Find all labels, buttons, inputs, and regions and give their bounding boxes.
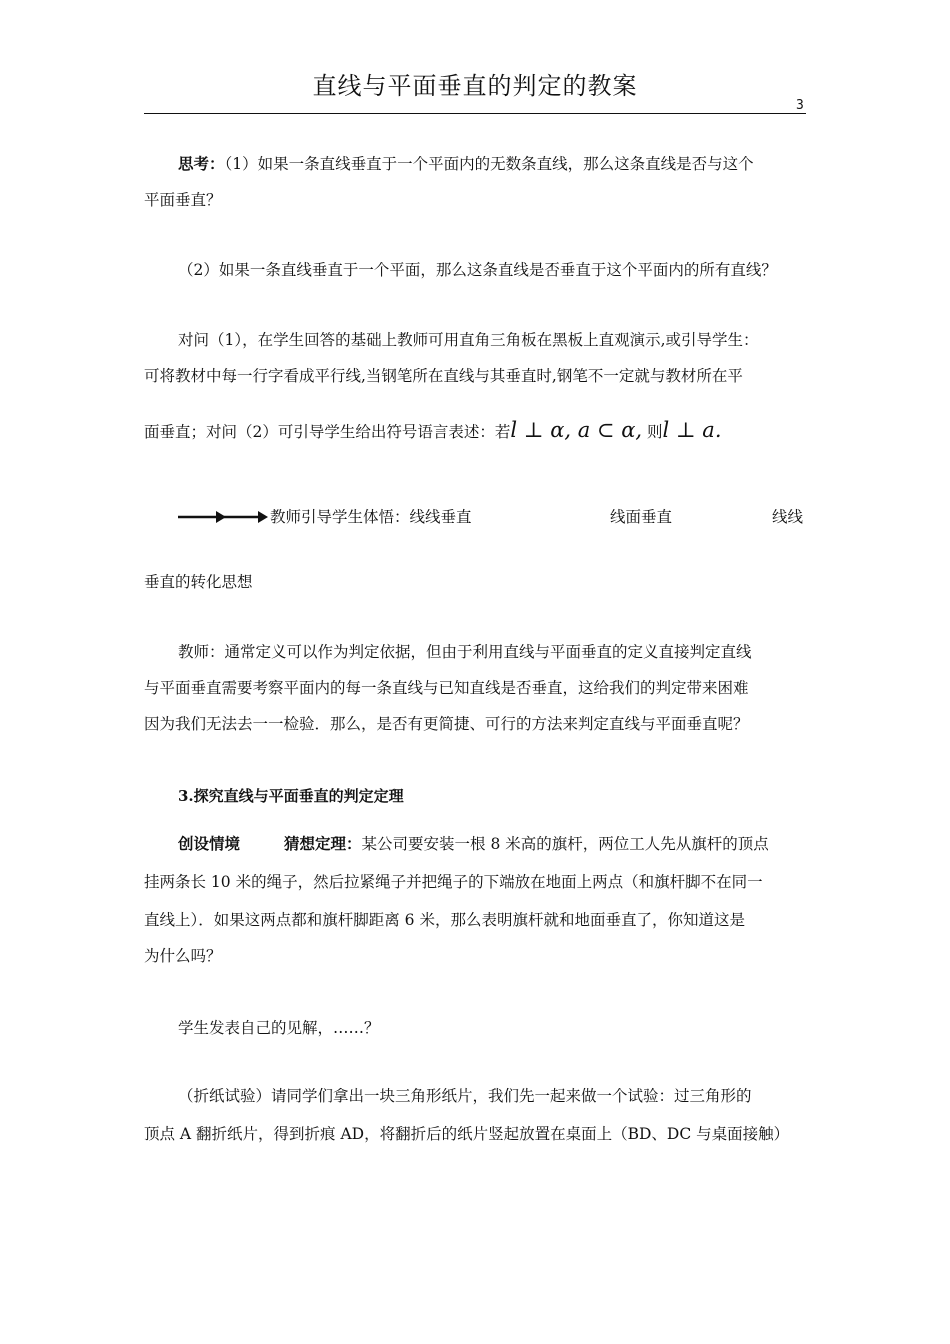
scenario-label-1: 创设情境 <box>178 834 241 853</box>
scenario-line-4: 为什么吗？ <box>144 947 222 965</box>
page-number: 3 <box>796 98 804 113</box>
answer-line-3-mid: 则 <box>642 423 663 441</box>
think-line-1 <box>178 146 754 182</box>
scenario-line-3: 直线上）．如果这两点都和旗杆脚距离 6 米，那么表明旗杆就和地面垂直了，你知道这是 <box>144 911 745 929</box>
scenario-text-1: 某公司要安装一根 8 米高的旗杆，两位工人先从旗杆的顶点 <box>361 835 769 853</box>
double-arrow-icon <box>178 508 270 526</box>
insight-line-2: 垂直的转化思想 <box>144 573 253 591</box>
think-line-2: 平面垂直？ <box>144 191 222 209</box>
insight-prefix: 教师引导学生体悟：线线垂直 <box>270 508 472 526</box>
answer-line-1: 对问（1），在学生回答的基础上教师可用直角三角板在黑板上直观演示,或引导学生： <box>178 331 759 349</box>
scenario-label-2: 猜想定理： <box>284 834 362 853</box>
insight-end: 线线 <box>772 508 804 526</box>
answer-line-3-prefix: 面垂直；对问（2）可引导学生给出符号语言表述：若 <box>144 423 511 441</box>
insight-middle: 线面垂直 <box>610 508 673 526</box>
answer-line-2: 可将教材中每一行字看成平行线,当钢笔所在直线与其垂直时,钢笔不一定就与教材所在平 <box>144 367 743 385</box>
section-3-heading: 3.探究直线与平面垂直的判定定理 <box>178 787 404 805</box>
math-expression-2: l ⊥ a. <box>662 418 722 442</box>
header-rule <box>144 113 806 114</box>
teacher-line-3: 因为我们无法去一一检验．那么，是否有更简捷、可行的方法来判定直线与平面垂直呢？ <box>144 715 749 733</box>
fold-line-2: 顶点 A 翻折纸片，得到折痕 AD，将翻折后的纸片竖起放置在桌面上（BD、DC 与桌面接触） <box>144 1125 790 1143</box>
page-title: 直线与平面垂直的判定的教案 <box>312 72 638 100</box>
students-line: 学生发表自己的见解，……？ <box>178 1019 380 1037</box>
math-expression-1: l ⊥ α, a ⊂ α, <box>510 418 643 442</box>
fold-line-1: （折纸试验）请同学们拿出一块三角形纸片，我们先一起来做一个试验：过三角形的 <box>178 1087 752 1105</box>
scenario-line-1 <box>178 826 769 862</box>
answer-line-3 <box>144 412 722 450</box>
think-text-1: （1）如果一条直线垂直于一个平面内的无数条直线，那么这条直线是否与这个 <box>224 155 754 173</box>
think-question-2: （2）如果一条直线垂直于一个平面，那么这条直线是否垂直于这个平面内的所有直线？ <box>178 261 777 279</box>
teacher-line-1: 教师：通常定义可以作为判定依据，但由于利用直线与平面垂直的定义直接判定直线 <box>178 643 752 661</box>
teacher-line-2: 与平面垂直需要考察平面内的每一条直线与已知直线是否垂直，这给我们的判定带来困难 <box>144 679 749 697</box>
think-label: 思考： <box>178 154 225 173</box>
scenario-line-2: 挂两条长 10 米的绳子，然后拉紧绳子并把绳子的下端放在地面上两点（和旗杆脚不在同一 <box>144 873 763 891</box>
